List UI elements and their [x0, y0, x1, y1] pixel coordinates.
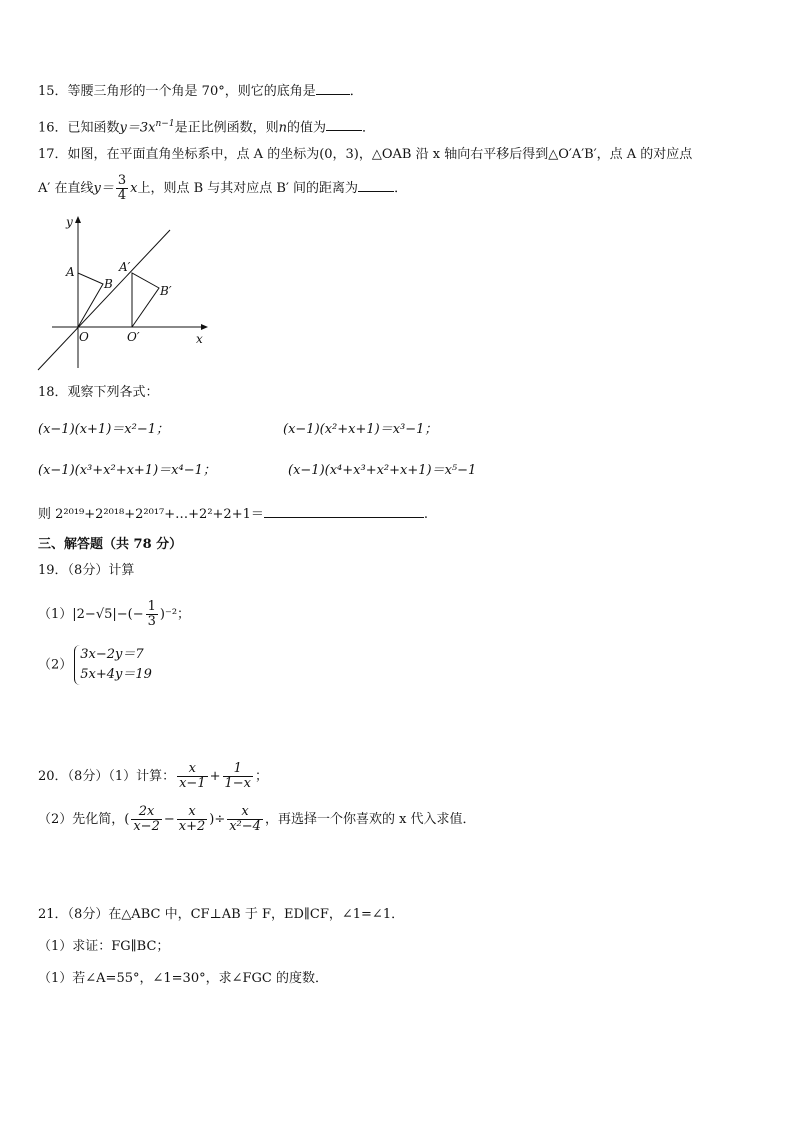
- q20-f3-den: x−2: [133, 819, 160, 834]
- q20-f4-num: x: [177, 805, 208, 820]
- question-17-line1: [38, 146, 692, 164]
- question-19-title: [38, 562, 134, 580]
- q20-p2-pre: （2）先化简，(: [38, 812, 130, 827]
- q19-part2: [38, 645, 152, 685]
- y-axis-arrow: [75, 216, 81, 223]
- q18-blank: [264, 505, 424, 518]
- question-16: [38, 115, 375, 137]
- question-17-line2: [38, 174, 407, 203]
- q16-end: ．: [361, 120, 375, 136]
- q16-post2: 的值为: [286, 120, 326, 136]
- q19-sys-eq1: 3x−2y＝7: [80, 647, 144, 662]
- q18-title: 18．观察下列各式：: [38, 385, 159, 400]
- q19-frac-num: 1: [147, 599, 156, 614]
- q19-p1-pre: （1）|2−√5|−(−: [38, 607, 144, 622]
- q20-f2-den: 1−x: [224, 776, 251, 791]
- q15-end: ．: [349, 84, 363, 99]
- q18-eq1: [38, 421, 169, 439]
- q18-eq1-text: (x−1)(x+1)＝x²−1；: [38, 422, 169, 437]
- q20-f5-num: x: [227, 805, 263, 820]
- question-21-line2: [38, 938, 169, 956]
- q20-minus: −: [163, 812, 175, 827]
- section-3-heading: [38, 536, 182, 554]
- coordinate-figure: [30, 210, 220, 375]
- q20-div: )÷: [209, 812, 226, 827]
- q17-fraction: [116, 174, 128, 203]
- q20-f3-num: 2x: [131, 805, 162, 820]
- label-A: A: [66, 265, 75, 279]
- label-B: B: [104, 277, 113, 291]
- q20-f1-num: x: [177, 762, 208, 777]
- section-3-text: 三、解答题（共 78 分）: [38, 537, 183, 552]
- q18-eq4-text: (x−1)(x⁴+x³+x²+x+1)＝x⁵−1: [288, 463, 477, 478]
- q19-title: 19．（8分）计算: [38, 563, 135, 578]
- question-20-part2: [38, 805, 476, 834]
- q21-line1: 21．（8分）在△ABC 中，CF⊥AB 于 F，ED∥CF，∠1=∠1．: [38, 907, 405, 922]
- label-O: O: [79, 330, 89, 344]
- question-21-line1: [38, 906, 404, 924]
- q20-p2-post: ，再选择一个你喜欢的 x 代入求值．: [264, 812, 476, 827]
- question-15: [38, 82, 363, 101]
- q19-frac-den: 3: [147, 614, 156, 629]
- q18-eq3-text: (x−1)(x³+x²+x+1)＝x⁴−1；: [38, 463, 216, 478]
- q17-line2-pre: A′ 在直线: [38, 181, 94, 196]
- q15-blank: [316, 82, 350, 95]
- label-A-prime: A′: [119, 260, 131, 274]
- q17-frac-num: 3: [117, 173, 127, 188]
- q17-end: ．: [394, 181, 408, 196]
- q16-formula: y＝3x: [119, 120, 156, 136]
- question-18-title: [38, 384, 159, 402]
- q19-p2-pre: （2）: [38, 657, 73, 673]
- q18-then: [38, 505, 428, 524]
- q18-eq2: [283, 421, 437, 439]
- q20-plus: +: [209, 769, 221, 784]
- q20-p1-pre: 20．（8分）（1）计算：: [38, 769, 176, 784]
- triangle-O2A2B2: [132, 273, 159, 327]
- q20-frac4: [177, 805, 208, 834]
- q19-fraction: [146, 600, 158, 629]
- q16-blank: [326, 118, 362, 131]
- q20-frac5: [227, 805, 263, 834]
- q18-eq4: [288, 462, 476, 480]
- q20-f1-den: x−1: [179, 776, 206, 791]
- label-y: y: [66, 215, 73, 229]
- q21-line2: （1）求证：FG∥BC；: [38, 939, 170, 954]
- question-21-line3: [38, 970, 328, 988]
- q21-line3: （1）若∠A=55°，∠1=30°，求∠FGC 的度数．: [38, 971, 328, 986]
- x-axis-arrow: [201, 324, 208, 330]
- label-B-prime: B′: [160, 284, 172, 298]
- q17-frac-den: 4: [117, 188, 127, 203]
- q20-frac2: [223, 762, 254, 791]
- triangle-OAB: [78, 273, 103, 327]
- q20-f5-den: x²−4: [229, 819, 261, 834]
- q19-sys-eq2: 5x+4y＝19: [80, 667, 152, 682]
- q20-f2-num: 1: [223, 762, 254, 777]
- q16-n: n: [278, 120, 287, 136]
- label-O-prime: O′: [127, 330, 140, 344]
- q17-line1: 17．如图，在平面直角坐标系中，点 A 的坐标为(0，3)，△OAB 沿 x 轴向右平移后得到△O′A′B′，点 A 的对应点: [38, 147, 693, 162]
- question-20-part1: [38, 762, 268, 791]
- q15-text: 15．等腰三角形的一个角是 70°，则它的底角是: [38, 84, 316, 99]
- q17-line2-post: 上，则点 B 与其对应点 B′ 间的距离为: [137, 181, 359, 196]
- q20-frac1: [177, 762, 208, 791]
- q20-p1-end: ；: [255, 769, 269, 784]
- q18-eq2-text: (x−1)(x²+x+1)＝x³−1；: [283, 422, 438, 437]
- q18-eq3: [38, 462, 216, 480]
- q20-f4-den: x+2: [178, 819, 206, 834]
- label-x: x: [196, 332, 203, 346]
- q18-then-text: 则 2²⁰¹⁹+2²⁰¹⁸+2²⁰¹⁷+…+2²+2+1＝: [38, 507, 264, 522]
- q19-part1: [38, 600, 190, 629]
- q17-y: y＝: [93, 181, 114, 196]
- q19-p1-post: )⁻²；: [159, 607, 191, 622]
- q16-pre: 16．已知函数: [38, 120, 120, 136]
- q19-system: [74, 645, 152, 685]
- q16-post: 是正比例函数，则: [174, 120, 279, 136]
- q17-blank: [358, 179, 394, 192]
- q16-exponent: n−1: [155, 119, 175, 129]
- q17-x: x: [130, 181, 138, 196]
- q18-end: .: [423, 507, 429, 522]
- q20-frac3: [131, 805, 162, 834]
